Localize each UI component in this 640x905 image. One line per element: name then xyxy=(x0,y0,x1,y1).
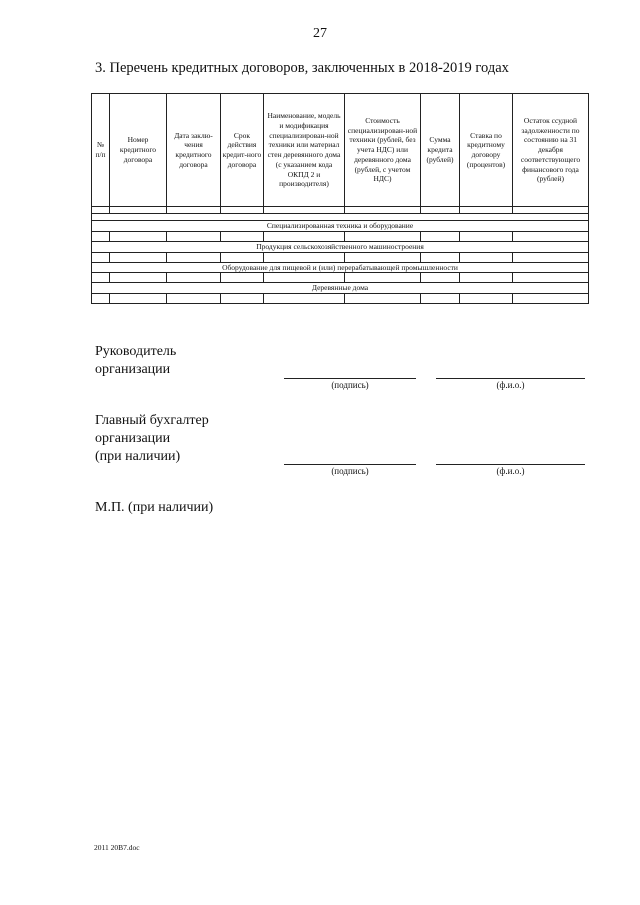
table-header-row xyxy=(92,94,589,207)
category-label: Деревянные дома xyxy=(92,283,589,294)
header-cell: Стоимость специализирован-ной техники (рублей, без учета НДС) или деревянного дома (рублей, с учетом НДС) xyxy=(345,94,421,207)
accountant-name-caption: (ф.и.о.) xyxy=(496,466,525,476)
header-cell: Срок действия кредит-ного договора xyxy=(221,94,264,207)
category-row xyxy=(92,262,589,273)
header-cell: Наименование, модель и модификация специализирован-ной техники или материал стен деревянного дома (с указанием кода ОКПД 2 и производителя) xyxy=(264,94,345,207)
head-name-caption: (ф.и.о.) xyxy=(496,380,525,390)
credit-agreements-table xyxy=(91,93,589,304)
category-label: Специализированная техника и оборудование xyxy=(92,221,589,232)
header-cell: Остаток ссудной задолженности по состоянию на 31 декабря соответствующего финансового года (рублей) xyxy=(513,94,589,207)
head-signature-caption: (подпись) xyxy=(331,380,369,390)
stamp-label: М.П. (при наличии) xyxy=(95,500,214,515)
header-cell: Дата заклю-чения кредитного договора xyxy=(167,94,221,207)
table-row xyxy=(92,294,589,304)
table-row xyxy=(92,273,589,283)
category-label: Продукция сельскохозяйственного машиностроения xyxy=(92,241,589,252)
table-row xyxy=(92,252,589,262)
header-cell: Сумма кредита (рублей) xyxy=(421,94,460,207)
header-cell: № п/п xyxy=(92,94,110,207)
accountant-name-line xyxy=(436,464,585,465)
footer-filename: 2011 20B7.doc xyxy=(94,843,140,852)
table-row xyxy=(92,207,589,214)
accountant-signature-label: Главный бухгалтер организации (при наличии) xyxy=(95,413,209,464)
table-row xyxy=(92,214,589,221)
header-cell: Номер кредитного договора xyxy=(110,94,167,207)
page-number: 27 xyxy=(313,26,327,41)
category-row xyxy=(92,283,589,294)
header-cell: Ставка по кредитному договору (процентов) xyxy=(460,94,513,207)
section-title: 3. Перечень кредитных договоров, заключенных в 2018-2019 годах xyxy=(95,60,509,76)
table-row xyxy=(92,231,589,241)
category-row xyxy=(92,241,589,252)
accountant-signature-line xyxy=(284,464,416,465)
head-name-line xyxy=(436,378,585,379)
head-signature-label: Руководитель организации xyxy=(95,344,177,377)
accountant-signature-caption: (подпись) xyxy=(331,466,369,476)
category-label: Оборудование для пищевой и (или) перерабатывающей промышленности xyxy=(92,262,589,273)
category-row xyxy=(92,221,589,232)
head-signature-line xyxy=(284,378,416,379)
